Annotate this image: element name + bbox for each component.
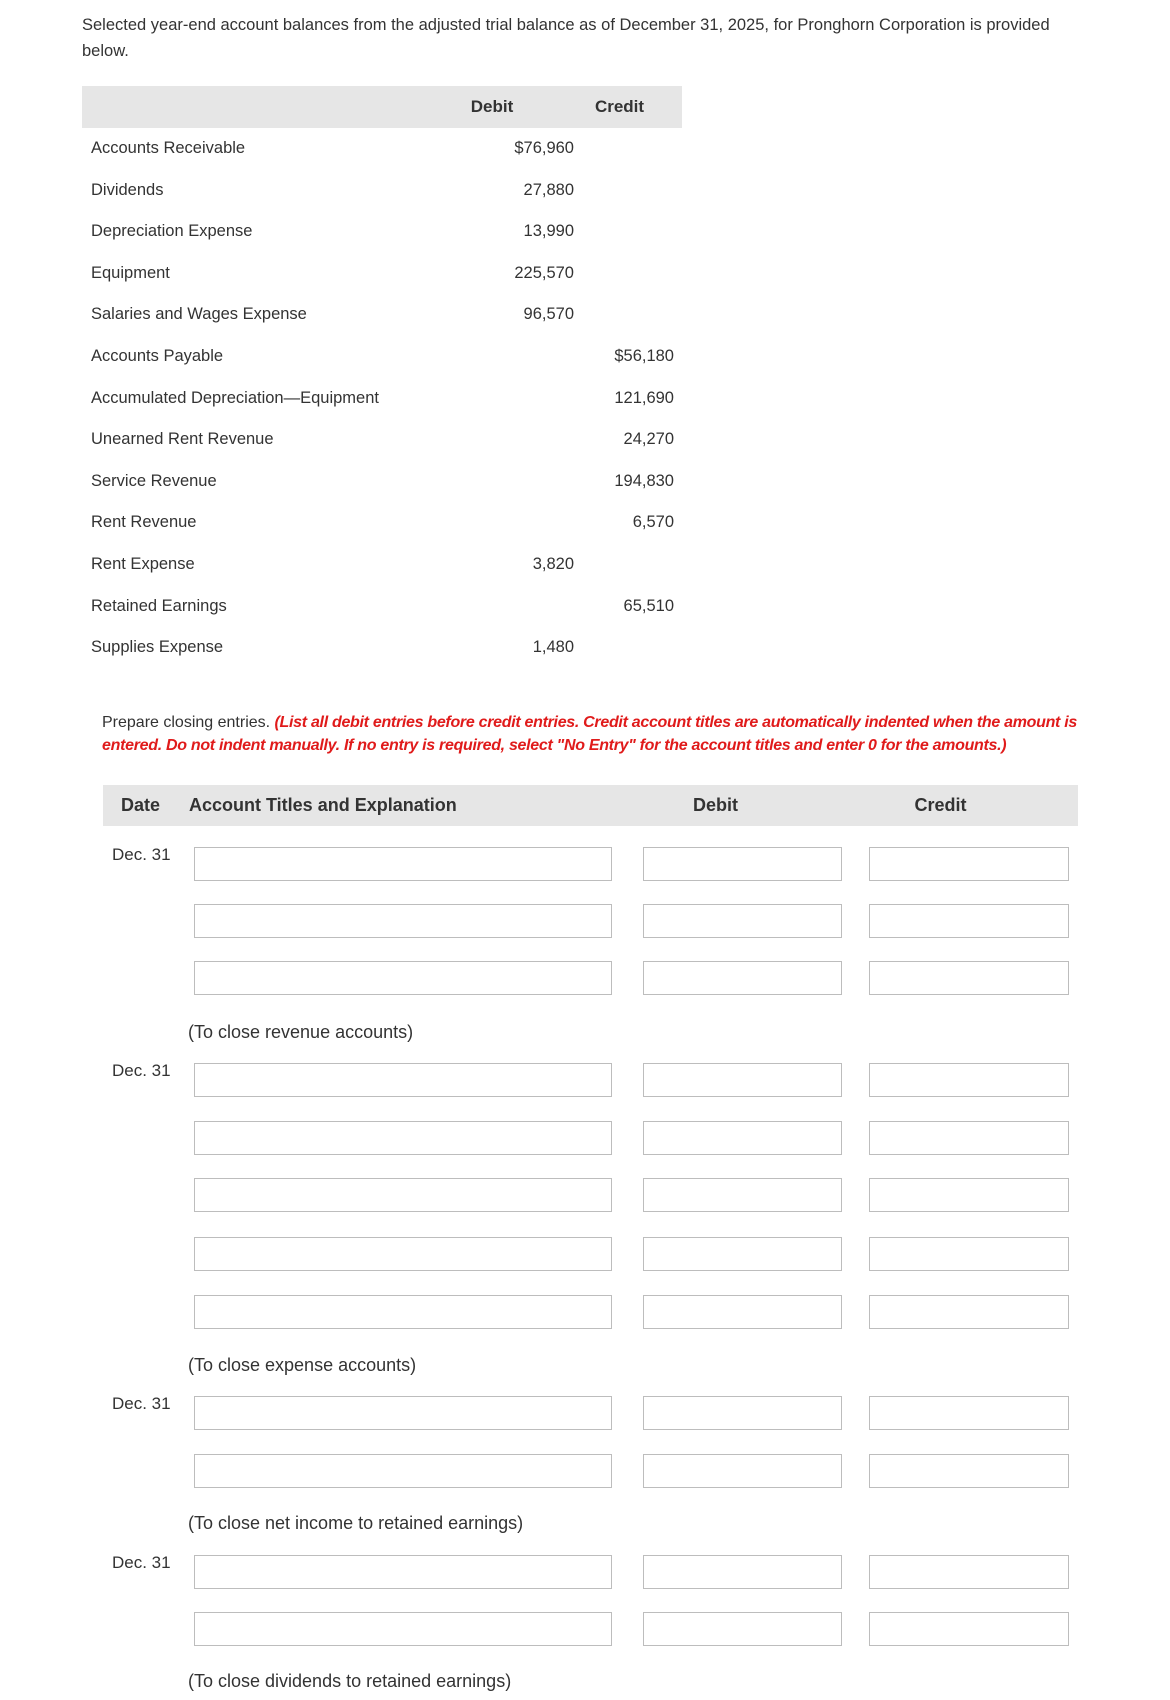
debit-amount: 13,990 <box>523 222 574 241</box>
credit-input[interactable] <box>869 1612 1069 1646</box>
entry-date: Dec. 31 <box>112 845 171 864</box>
debit-input[interactable] <box>643 1454 842 1488</box>
entry-date: Dec. 31 <box>112 1394 171 1413</box>
debit-amount: 27,880 <box>523 180 574 199</box>
instructions-note: (List all debit entries before credit entries. Credit account titles are automatically indented when the amount is entered. Do not indent manually. If no entry is required, select "No Entry" for the account titles and enter 0 for the amounts.) <box>102 714 1077 754</box>
account-title-input[interactable] <box>194 1396 612 1430</box>
account-title-input[interactable] <box>194 1612 612 1646</box>
credit-input[interactable] <box>869 1237 1069 1271</box>
credit-amount: 6,570 <box>632 513 674 532</box>
entry-explanation: (To close expense accounts) <box>188 1355 417 1375</box>
account-title-input[interactable] <box>194 1178 612 1212</box>
trial-balance-row <box>82 253 602 295</box>
account-name: Rent Revenue <box>91 513 197 532</box>
journal-header-date: Date <box>121 795 161 815</box>
credit-input[interactable] <box>869 1295 1069 1329</box>
debit-input[interactable] <box>643 1612 842 1646</box>
entry-explanation: (To close revenue accounts) <box>188 1022 414 1042</box>
account-name: Equipment <box>91 263 170 282</box>
trial-balance-table <box>82 86 674 669</box>
credit-input[interactable] <box>869 904 1069 938</box>
account-title-input[interactable] <box>194 1063 612 1097</box>
account-name: Service Revenue <box>91 471 217 490</box>
journal-header-credit: Credit <box>914 795 967 815</box>
credit-amount: $56,180 <box>614 346 674 365</box>
debit-input[interactable] <box>643 1295 842 1329</box>
account-title-input[interactable] <box>194 1237 612 1271</box>
debit-input[interactable] <box>643 1555 842 1589</box>
trial-balance-row <box>82 170 602 212</box>
account-title-input[interactable] <box>194 1454 612 1488</box>
journal-header-debit: Debit <box>693 795 738 815</box>
journal-header <box>103 785 1078 826</box>
trial-balance-row <box>82 627 602 669</box>
debit-input[interactable] <box>643 1178 842 1212</box>
journal-header-account: Account Titles and Explanation <box>189 795 457 815</box>
account-name: Retained Earnings <box>91 596 227 615</box>
debit-amount: 225,570 <box>514 263 574 282</box>
trial-balance-header <box>82 86 645 128</box>
header-debit: Debit <box>470 97 514 116</box>
entry-explanation: (To close net income to retained earnings) <box>188 1513 524 1533</box>
debit-input[interactable] <box>643 904 842 938</box>
intro-text: Selected year-end account balances from the adjusted trial balance as of December 31, 2025, for Pronghorn Corporation is provided below. <box>82 16 1050 60</box>
instructions <box>102 711 1092 757</box>
trial-balance-row <box>82 419 674 461</box>
credit-input[interactable] <box>869 1454 1069 1488</box>
credit-input[interactable] <box>869 1121 1069 1155</box>
account-title-input[interactable] <box>194 847 612 881</box>
account-name: Unearned Rent Revenue <box>91 430 274 449</box>
credit-input[interactable] <box>869 847 1069 881</box>
debit-input[interactable] <box>643 847 842 881</box>
account-name: Accumulated Depreciation—Equipment <box>91 388 379 407</box>
credit-input[interactable] <box>869 1178 1069 1212</box>
trial-balance-row <box>82 211 602 253</box>
account-name: Dividends <box>91 180 164 199</box>
trial-balance-row <box>82 544 602 586</box>
account-title-input[interactable] <box>194 904 612 938</box>
header-credit: Credit <box>557 86 682 128</box>
credit-input[interactable] <box>869 1063 1069 1097</box>
trial-balance-row <box>82 336 674 378</box>
instructions-plain: Prepare closing entries. <box>102 714 275 731</box>
debit-amount: 3,820 <box>532 554 574 573</box>
account-name: Accounts Receivable <box>91 139 246 157</box>
credit-amount: 121,690 <box>614 388 674 407</box>
trial-balance-row <box>82 294 602 336</box>
credit-amount: 65,510 <box>623 596 674 615</box>
debit-amount: 96,570 <box>523 305 574 324</box>
entry-explanation: (To close dividends to retained earnings) <box>188 1671 512 1691</box>
debit-input[interactable] <box>643 961 842 995</box>
account-title-input[interactable] <box>194 1555 612 1589</box>
debit-input[interactable] <box>643 1396 842 1430</box>
entry-date: Dec. 31 <box>112 1061 171 1080</box>
credit-amount: 194,830 <box>614 471 674 490</box>
trial-balance-row <box>82 128 602 170</box>
entry-date: Dec. 31 <box>112 1553 171 1572</box>
trial-balance-row <box>82 502 674 544</box>
account-name: Rent Expense <box>91 554 195 573</box>
debit-input[interactable] <box>643 1063 842 1097</box>
credit-amount: 24,270 <box>623 430 674 449</box>
trial-balance-row <box>82 461 674 503</box>
account-title-input[interactable] <box>194 961 612 995</box>
debit-input[interactable] <box>643 1237 842 1271</box>
credit-input[interactable] <box>869 1396 1069 1430</box>
trial-balance-row <box>82 586 674 628</box>
account-name: Supplies Expense <box>91 638 224 657</box>
account-title-input[interactable] <box>194 1121 612 1155</box>
account-name: Accounts Payable <box>91 346 224 365</box>
debit-amount: $76,960 <box>514 139 574 157</box>
debit-input[interactable] <box>643 1121 842 1155</box>
debit-amount: 1,480 <box>532 638 574 657</box>
credit-input[interactable] <box>869 961 1069 995</box>
account-title-input[interactable] <box>194 1295 612 1329</box>
trial-balance-row <box>82 378 674 420</box>
account-name: Salaries and Wages Expense <box>91 305 307 324</box>
account-name: Depreciation Expense <box>91 222 253 241</box>
credit-input[interactable] <box>869 1555 1069 1589</box>
